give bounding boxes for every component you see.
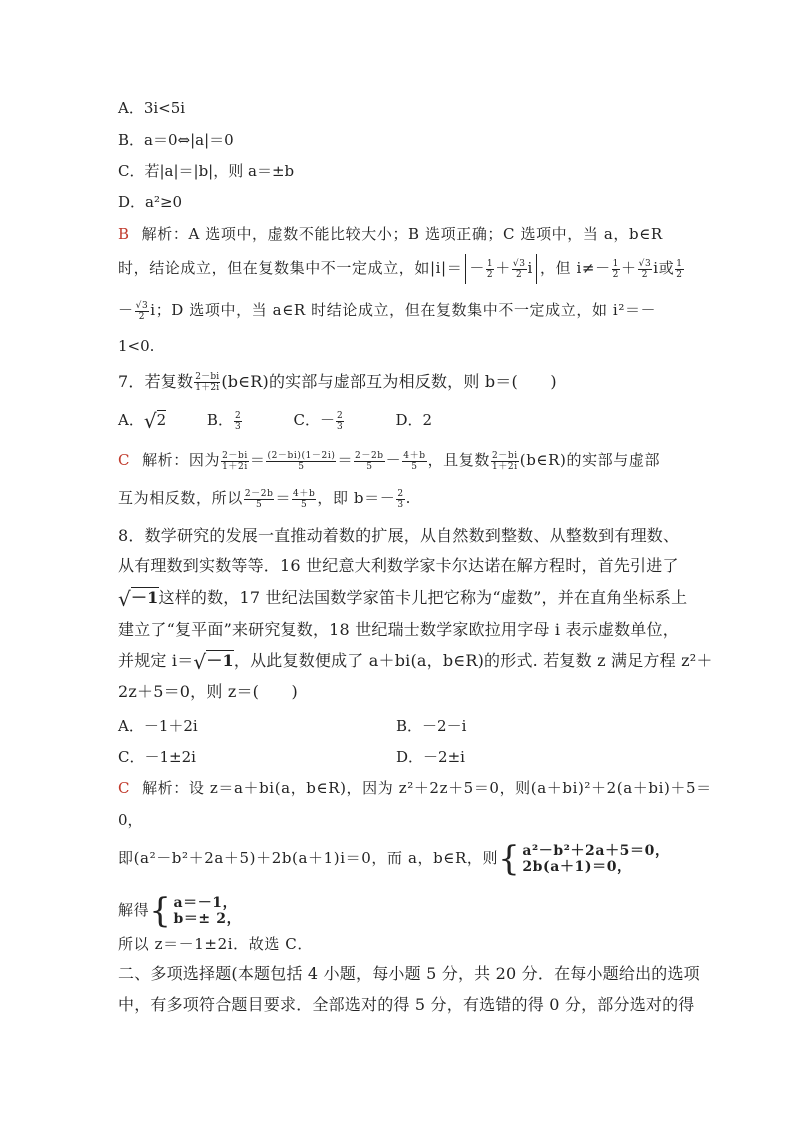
q8-stem-line-3: √－1这样的数，17 世纪法国数学家笛卡儿把它称为“虚数”，并在直角坐标系上: [118, 587, 688, 611]
brace-icon-2: {: [149, 891, 172, 931]
brace-icon: {: [498, 839, 521, 879]
q6-option-a: A．3i<5i: [118, 99, 186, 117]
fraction-2-bi-over-1-2i: $\frac{2-bi}{1+2i}$: [195, 372, 220, 393]
q6-option-b: B．a＝0⇔|a|＝0: [118, 131, 234, 149]
q7-option-c: C．－ $\frac{2}{3}$: [293, 410, 343, 432]
equation-system-1: a²－b²＋2a＋5＝0， 2b(a＋1)＝0，: [522, 843, 670, 875]
q8-option-c: C．－1±2i: [118, 748, 196, 766]
q6-option-d: D．a²≥0: [118, 193, 183, 211]
q8-option-b: B．－2－i: [396, 717, 467, 735]
q7-analysis-line-2: 互为相反数，所以 $\frac{2-2b}{5}$ ＝ $\frac{4+b}{5}$ ，即 b＝－ $\frac{2}{3}$ .: [118, 488, 412, 510]
q7-option-d: D．2: [395, 411, 433, 429]
abs-bar-right: [536, 254, 537, 284]
fraction-sqrt3-half: $\frac{√3}{2}$: [512, 258, 526, 280]
abs-bar-left: [465, 254, 466, 284]
fraction-sqrt3-half-3: $\frac{√3}{2}$: [135, 300, 149, 322]
q8-answer: C: [118, 779, 131, 797]
fraction-sqrt3-half-2: $\frac{√3}{2}$: [638, 258, 652, 280]
section-2-line-1: 二、多项选择题(本题包括 4 小题，每小题 5 分，共 20 分．在每小题给出的选项: [118, 964, 700, 983]
q8-stem-line-4: 建立了“复平面”来研究复数，18 世纪瑞士数学家欧拉用字母 i 表示虚数单位，: [118, 620, 679, 639]
q8-analysis-line-3: 即(a²－b²＋2a＋5)＋2b(a＋1)i＝0，而 a，b∈R，则{ a²－b²＋2a＋5＝0， 2b(a＋1)＝0，: [118, 839, 670, 879]
equation-system-2: a＝－1， b＝± 2，: [173, 895, 242, 927]
q6-analysis-label: 解析：: [141, 225, 189, 243]
fraction-minus-half: $\frac{1}{2}$: [486, 258, 494, 280]
q7-stem: 7．若复数 $\frac{2-bi}{1+2i}$ (b∈R)的实部与虚部互为相反数，则 b＝( ): [118, 372, 557, 393]
q7-answer: C: [118, 451, 131, 469]
q8-option-d: D．－2±i: [396, 748, 465, 766]
q8-stem-line-6: 2z＋5＝0，则 z＝( ): [118, 682, 298, 701]
q8-stem-line-5: 并规定 i＝√－1，从此复数便成了 a＋bi(a，b∈R)的形式. 若复数 z 满足方程 z²＋: [118, 650, 713, 674]
fraction-half-2: $\frac{1}{2}$: [676, 258, 683, 280]
q7-options: [118, 410, 432, 432]
q8-stem-line-1: 8．数学研究的发展一直推动着数的扩展，从自然数到整数、从整数到有理数、: [118, 526, 680, 545]
q7-option-b: B． $\frac{2}{3}$: [206, 410, 241, 432]
q7-analysis-line-1: C 解析：因为 $\frac{2-bi}{1+2i}$ ＝ $\frac{(2-bi)(1-2i)}{5}$ ＝ $\frac{2-2b}{5}$ － $\frac{4+b}{5}$ ，且复数 $\frac{2-bi}{1+2i}$ (b∈R)的实部与虚部: [118, 450, 661, 472]
q6-option-c: C．若|a|＝|b|，则 a＝±b: [118, 162, 295, 180]
q6-analysis-line-4: 1<0.: [118, 337, 155, 355]
q6-analysis-line-2: 时，结论成立，但在复数集中不一定成立，如|i|＝ － $\frac{1}{2}$ ＋ $\frac{√3}{2}$ i ，但 i≠－ $\frac{1}{2}$ ＋ $\frac{√3}{2}$ i或 $\frac{1}{2}$: [118, 254, 685, 284]
fraction-half: $\frac{1}{2}$: [612, 258, 619, 280]
q6-analysis-line-3: － $\frac{√3}{2}$ i；D 选项中，当 a∈R 时结论成立，但在复数集中不一定成立，如 i²＝－: [118, 300, 657, 322]
q8-analysis-line-2: 0，: [118, 811, 143, 829]
q8-analysis-line-1: C 解析：设 z＝a＋bi(a，b∈R)，因为 z²＋2z＋5＝0，则(a＋bi)²＋2(a＋bi)＋5＝: [118, 779, 712, 797]
q6-answer: B: [118, 225, 130, 243]
q8-option-a: A．－1＋2i: [118, 717, 198, 735]
q7-option-a: A．√2: [118, 409, 167, 433]
section-2-line-2: 中，有多项符合题目要求．全部选对的得 5 分，有选错的得 0 分，部分选对的得: [118, 995, 695, 1014]
q8-analysis-line-4: 解得{ a＝－1， b＝± 2，: [118, 891, 242, 931]
q8-analysis-line-5: 所以 z＝－1±2i．故选 C．: [118, 935, 313, 953]
q6-analysis-line-1: B 解析：A 选项中，虚数不能比较大小；B 选项正确；C 选项中，当 a，b∈R: [118, 225, 663, 243]
q8-stem-line-2: 从有理数到实数等等．16 世纪意大利数学家卡尔达诺在解方程时，首先引进了: [118, 556, 679, 575]
